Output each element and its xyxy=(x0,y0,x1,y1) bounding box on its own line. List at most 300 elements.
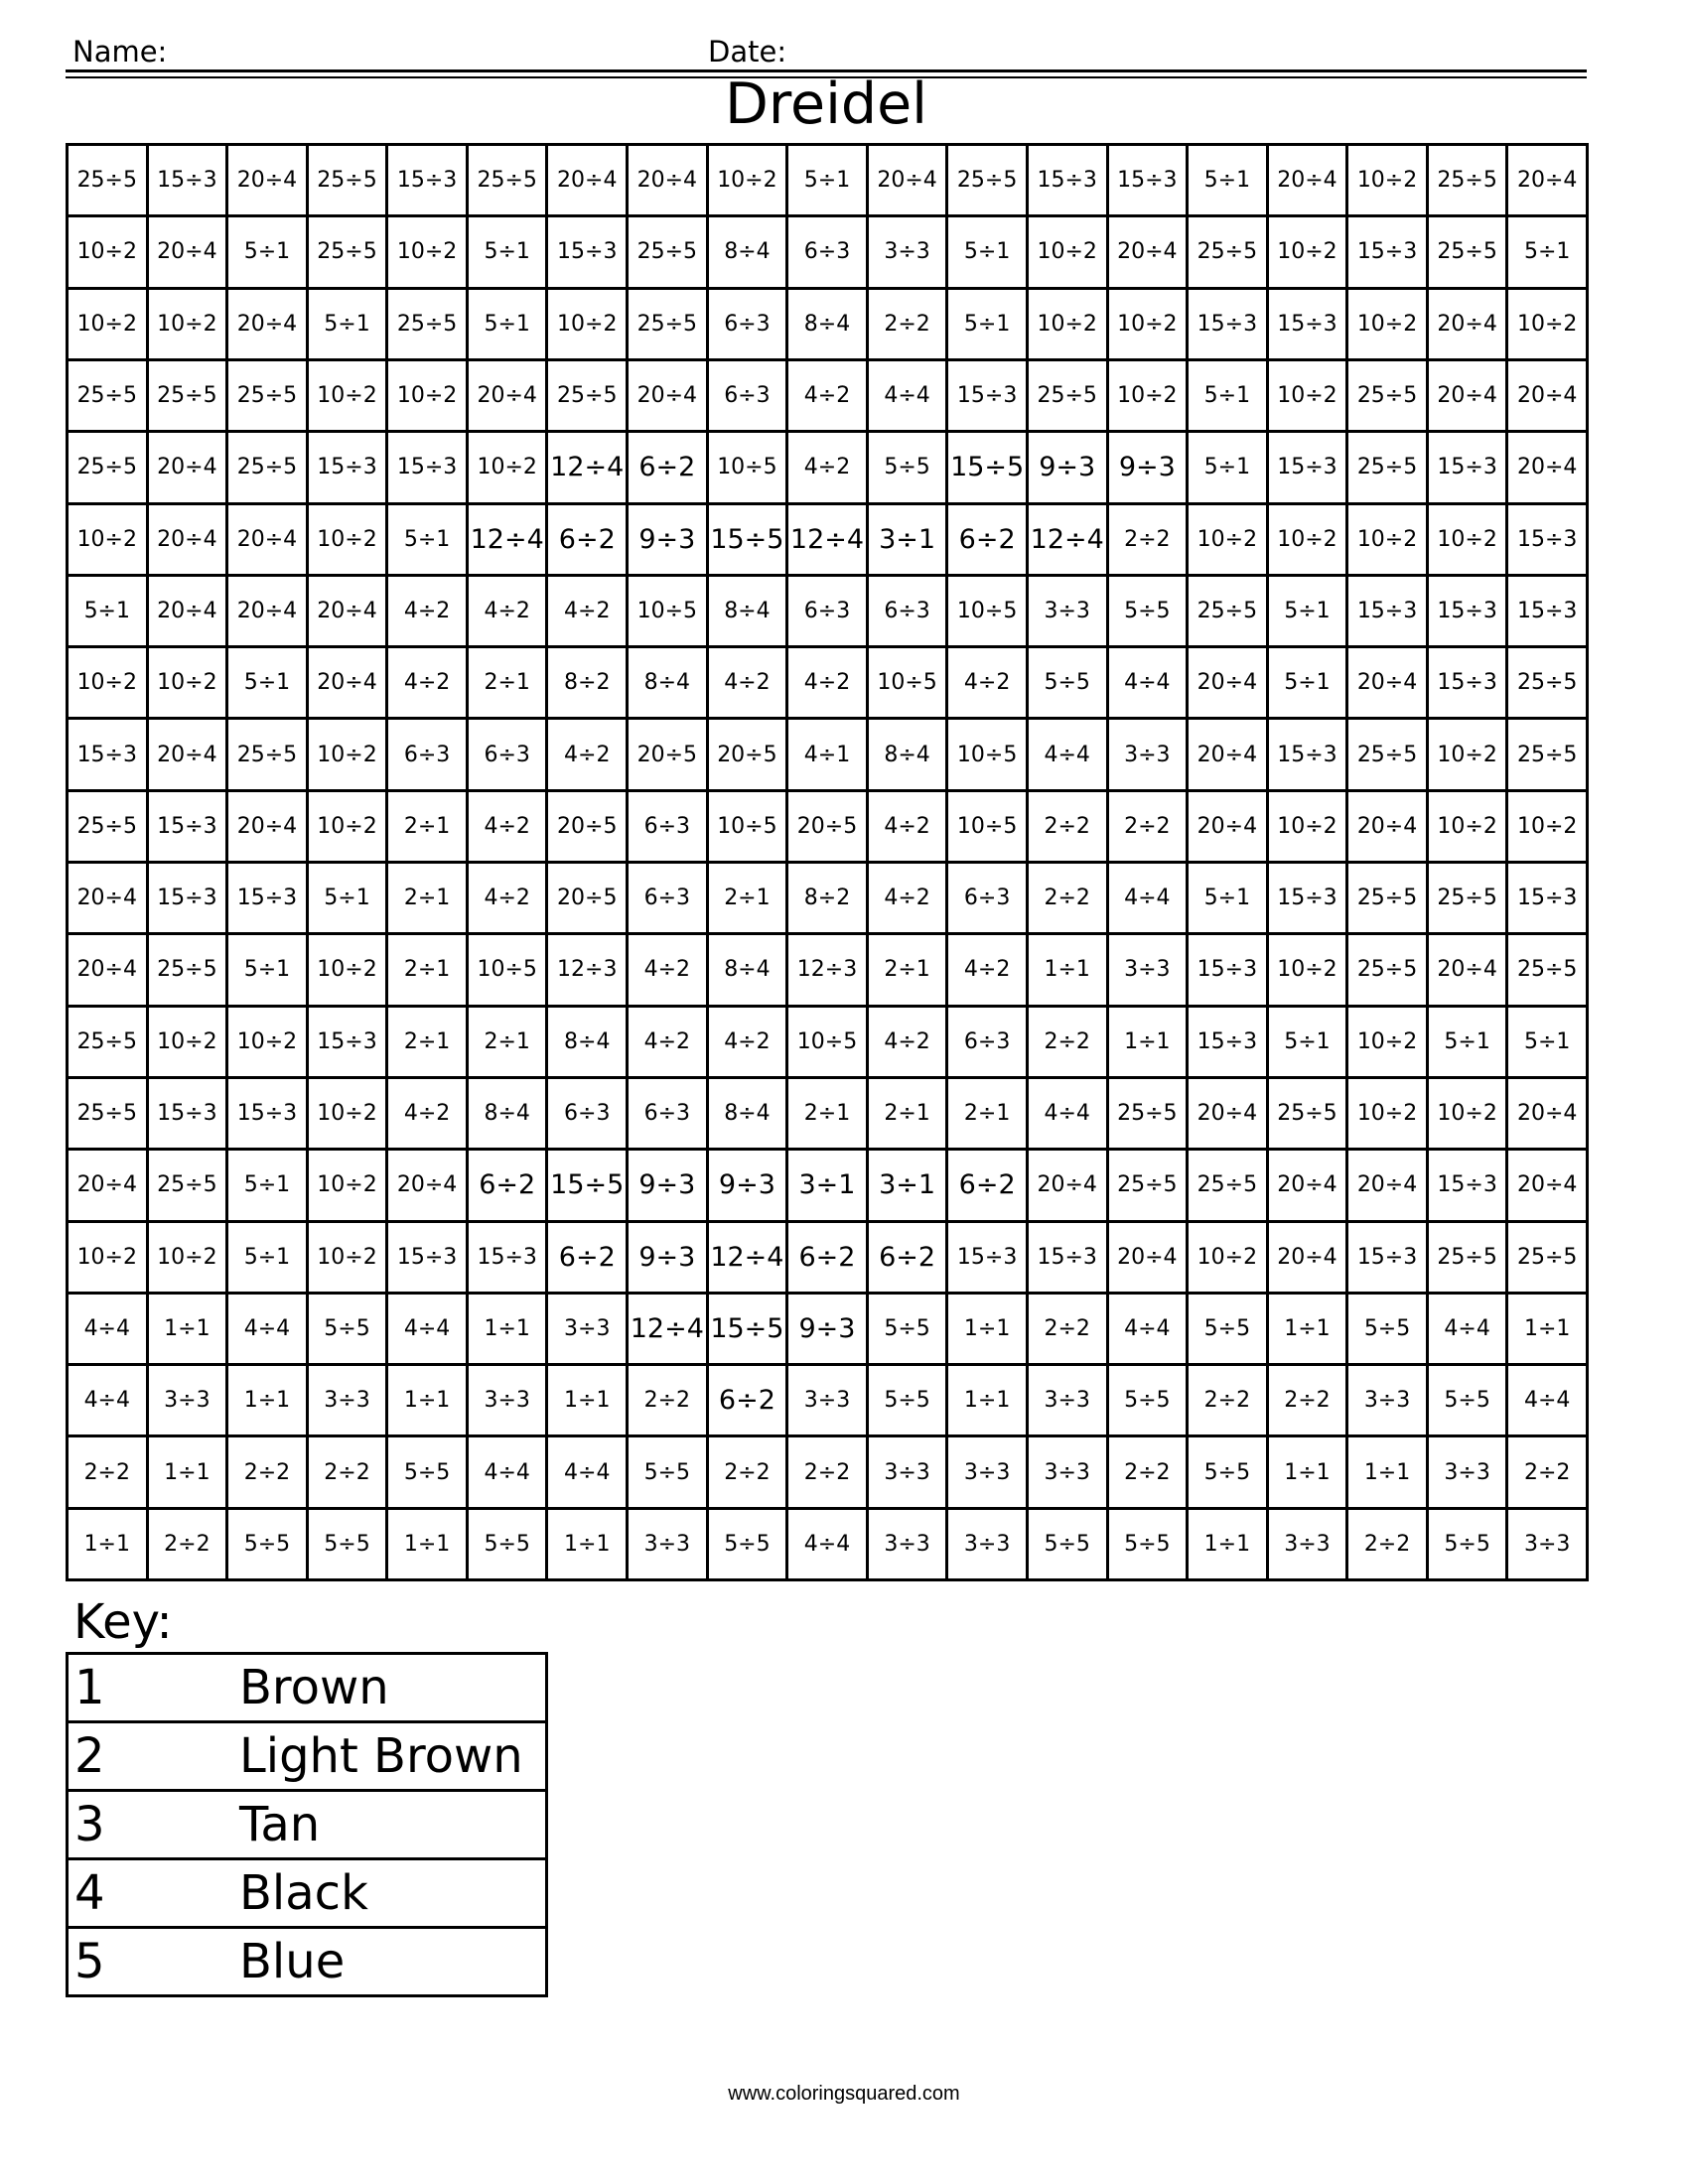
grid-cell: 5÷1 xyxy=(228,1223,309,1295)
grid-cell: 15÷3 xyxy=(1269,864,1349,935)
grid-cell: 2÷2 xyxy=(1189,1366,1269,1437)
grid-cell: 5÷1 xyxy=(228,217,309,289)
grid-cell: 12÷4 xyxy=(548,433,629,504)
grid-cell: 4÷2 xyxy=(388,648,469,720)
grid-cell: 15÷5 xyxy=(948,433,1029,504)
key-number: 2 xyxy=(68,1722,240,1791)
grid-cell: 8÷4 xyxy=(709,577,789,648)
grid-cell: 12÷4 xyxy=(469,505,549,577)
grid-cell: 15÷3 xyxy=(1189,1008,1269,1079)
grid-cell: 5÷5 xyxy=(869,433,949,504)
grid-cell: 4÷2 xyxy=(788,648,869,720)
grid-cell: 15÷3 xyxy=(1269,720,1349,791)
grid-cell: 3÷3 xyxy=(788,1366,869,1437)
grid-cell: 10÷2 xyxy=(1429,1079,1509,1151)
key-number: 4 xyxy=(68,1859,240,1928)
grid-cell: 15÷3 xyxy=(309,433,389,504)
grid-cell: 4÷4 xyxy=(69,1295,149,1366)
grid-cell: 2÷2 xyxy=(1109,1437,1190,1509)
grid-cell: 20÷4 xyxy=(1189,1079,1269,1151)
grid-cell: 4÷4 xyxy=(1109,1295,1190,1366)
grid-cell: 5÷5 xyxy=(709,1510,789,1581)
grid-cell: 5÷1 xyxy=(948,217,1029,289)
grid-cell: 10÷2 xyxy=(1269,217,1349,289)
grid-cell: 4÷4 xyxy=(1109,864,1190,935)
grid-cell: 4÷2 xyxy=(548,720,629,791)
grid-cell: 15÷3 xyxy=(149,792,229,864)
grid-cell: 9÷3 xyxy=(629,505,709,577)
grid-cell: 5÷1 xyxy=(1189,146,1269,217)
grid-cell: 25÷5 xyxy=(1189,577,1269,648)
grid-cell: 10÷2 xyxy=(1189,505,1269,577)
grid-cell: 4÷2 xyxy=(469,792,549,864)
grid-cell: 10÷2 xyxy=(548,290,629,361)
grid-cell: 20÷4 xyxy=(1348,648,1429,720)
grid-cell: 20÷4 xyxy=(228,505,309,577)
grid-cell: 10÷2 xyxy=(469,433,549,504)
grid-cell: 10÷5 xyxy=(948,720,1029,791)
key-row xyxy=(68,1654,547,1722)
grid-cell: 3÷3 xyxy=(149,1366,229,1437)
grid-cell: 25÷5 xyxy=(149,935,229,1007)
grid-cell: 20÷4 xyxy=(69,1151,149,1222)
grid-cell: 4÷2 xyxy=(948,935,1029,1007)
grid-cell: 2÷1 xyxy=(709,864,789,935)
grid-cell: 20÷4 xyxy=(1508,433,1589,504)
grid-cell: 5÷1 xyxy=(788,146,869,217)
grid-cell: 15÷3 xyxy=(1429,577,1509,648)
grid-cell: 3÷1 xyxy=(869,1151,949,1222)
grid-cell: 20÷4 xyxy=(1189,648,1269,720)
grid-cell: 6÷2 xyxy=(788,1223,869,1295)
grid-cell: 4÷2 xyxy=(869,864,949,935)
name-label: Name: xyxy=(72,35,168,68)
grid-cell: 25÷5 xyxy=(629,217,709,289)
grid-cell: 6÷3 xyxy=(629,792,709,864)
grid-cell: 10÷2 xyxy=(1269,361,1349,433)
grid-cell: 4÷2 xyxy=(869,792,949,864)
grid-cell: 10÷5 xyxy=(948,792,1029,864)
grid-cell: 5÷1 xyxy=(388,505,469,577)
grid-cell: 15÷3 xyxy=(1508,864,1589,935)
grid-cell: 4÷4 xyxy=(69,1366,149,1437)
grid-cell: 4÷2 xyxy=(629,1008,709,1079)
grid-cell: 10÷5 xyxy=(709,433,789,504)
grid-cell: 4÷2 xyxy=(709,1008,789,1079)
grid-cell: 10÷2 xyxy=(149,1223,229,1295)
grid-cell: 5÷1 xyxy=(1508,217,1589,289)
grid-cell: 3÷3 xyxy=(469,1366,549,1437)
grid-cell: 4÷2 xyxy=(788,433,869,504)
grid-cell: 6÷3 xyxy=(388,720,469,791)
grid-cell: 5÷5 xyxy=(869,1295,949,1366)
grid-cell: 10÷2 xyxy=(309,1223,389,1295)
grid-cell: 15÷5 xyxy=(548,1151,629,1222)
grid-cell: 4÷2 xyxy=(548,577,629,648)
grid-cell: 10÷2 xyxy=(1348,1008,1429,1079)
grid-cell: 5÷5 xyxy=(1109,577,1190,648)
grid-cell: 1÷1 xyxy=(1348,1437,1429,1509)
grid-cell: 1÷1 xyxy=(548,1366,629,1437)
grid-cell: 10÷5 xyxy=(709,792,789,864)
grid-cell: 10÷2 xyxy=(1109,290,1190,361)
grid-cell: 25÷5 xyxy=(69,1008,149,1079)
grid-cell: 10÷2 xyxy=(69,217,149,289)
grid-cell: 10÷5 xyxy=(869,648,949,720)
grid-cell: 3÷3 xyxy=(1508,1510,1589,1581)
grid-cell: 1÷1 xyxy=(69,1510,149,1581)
grid-cell: 5÷1 xyxy=(1269,1008,1349,1079)
grid-cell: 10÷2 xyxy=(1348,505,1429,577)
grid-cell: 15÷3 xyxy=(1348,217,1429,289)
grid-cell: 25÷5 xyxy=(388,290,469,361)
grid-cell: 10÷2 xyxy=(309,720,389,791)
date-label: Date: xyxy=(708,35,787,68)
grid-cell: 15÷5 xyxy=(709,505,789,577)
grid-cell: 3÷3 xyxy=(869,1437,949,1509)
grid-cell: 20÷4 xyxy=(228,290,309,361)
grid-cell: 20÷4 xyxy=(228,792,309,864)
key-row xyxy=(68,1722,547,1791)
grid-cell: 6÷3 xyxy=(629,1079,709,1151)
grid-cell: 6÷3 xyxy=(788,577,869,648)
grid-cell: 4÷2 xyxy=(469,864,549,935)
grid-cell: 5÷1 xyxy=(1189,433,1269,504)
grid-cell: 9÷3 xyxy=(788,1295,869,1366)
grid-cell: 20÷5 xyxy=(548,792,629,864)
key-label: Key: xyxy=(73,1594,173,1650)
grid-cell: 1÷1 xyxy=(1189,1510,1269,1581)
grid-cell: 5÷1 xyxy=(309,864,389,935)
grid-cell: 10÷2 xyxy=(149,648,229,720)
grid-cell: 25÷5 xyxy=(1189,217,1269,289)
grid-cell: 8÷4 xyxy=(548,1008,629,1079)
grid-cell: 5÷1 xyxy=(469,290,549,361)
grid-cell: 2÷2 xyxy=(629,1366,709,1437)
grid-cell: 2÷1 xyxy=(788,1079,869,1151)
grid-cell: 2÷2 xyxy=(1029,864,1109,935)
grid-cell: 4÷2 xyxy=(388,577,469,648)
grid-cell: 10÷2 xyxy=(69,1223,149,1295)
grid-cell: 2÷1 xyxy=(469,1008,549,1079)
grid-cell: 5÷1 xyxy=(69,577,149,648)
grid-cell: 20÷5 xyxy=(788,792,869,864)
grid-cell: 20÷4 xyxy=(1269,146,1349,217)
grid-cell: 2÷2 xyxy=(1109,505,1190,577)
grid-cell: 3÷3 xyxy=(1429,1437,1509,1509)
grid-cell: 25÷5 xyxy=(1429,217,1509,289)
grid-cell: 25÷5 xyxy=(1508,935,1589,1007)
grid-cell: 25÷5 xyxy=(228,433,309,504)
grid-cell: 15÷3 xyxy=(228,864,309,935)
grid-cell: 3÷3 xyxy=(869,217,949,289)
grid-cell: 20÷4 xyxy=(869,146,949,217)
grid-cell: 20÷4 xyxy=(1348,792,1429,864)
grid-cell: 5÷5 xyxy=(1109,1366,1190,1437)
grid-cell: 20÷4 xyxy=(1109,217,1190,289)
grid-cell: 2÷2 xyxy=(1029,1295,1109,1366)
grid-cell: 5÷1 xyxy=(309,290,389,361)
grid-cell: 5÷1 xyxy=(1269,577,1349,648)
grid-cell: 25÷5 xyxy=(1508,720,1589,791)
grid-cell: 15÷3 xyxy=(1508,577,1589,648)
grid-cell: 15÷3 xyxy=(1429,1151,1509,1222)
grid-cell: 25÷5 xyxy=(1109,1151,1190,1222)
grid-cell: 20÷4 xyxy=(1189,720,1269,791)
key-color-name: Black xyxy=(239,1859,547,1928)
grid-cell: 15÷3 xyxy=(1109,146,1190,217)
grid-cell: 8÷4 xyxy=(709,217,789,289)
grid-cell: 20÷5 xyxy=(548,864,629,935)
grid-cell: 10÷2 xyxy=(228,1008,309,1079)
grid-cell: 5÷5 xyxy=(469,1510,549,1581)
grid-cell: 9÷3 xyxy=(629,1151,709,1222)
grid-cell: 20÷5 xyxy=(629,720,709,791)
grid-cell: 10÷2 xyxy=(309,935,389,1007)
grid-cell: 5÷1 xyxy=(228,1151,309,1222)
grid-cell: 25÷5 xyxy=(1348,720,1429,791)
grid-cell: 25÷5 xyxy=(469,146,549,217)
grid-cell: 2÷1 xyxy=(388,864,469,935)
grid-cell: 2÷1 xyxy=(869,1079,949,1151)
grid-cell: 10÷5 xyxy=(788,1008,869,1079)
grid-cell: 3÷3 xyxy=(1029,1437,1109,1509)
grid-cell: 10÷2 xyxy=(1508,290,1589,361)
grid-cell: 1÷1 xyxy=(1508,1295,1589,1366)
grid-cell: 2÷2 xyxy=(709,1437,789,1509)
grid-cell: 2÷1 xyxy=(388,935,469,1007)
grid-cell: 5÷5 xyxy=(1109,1510,1190,1581)
grid-cell: 3÷3 xyxy=(309,1366,389,1437)
grid-cell: 1÷1 xyxy=(1029,935,1109,1007)
grid-cell: 4÷4 xyxy=(1029,720,1109,791)
grid-cell: 15÷3 xyxy=(1508,505,1589,577)
grid-cell: 25÷5 xyxy=(1348,361,1429,433)
grid-cell: 10÷2 xyxy=(1269,505,1349,577)
grid-cell: 4÷4 xyxy=(548,1437,629,1509)
grid-cell: 9÷3 xyxy=(1029,433,1109,504)
grid-cell: 25÷5 xyxy=(629,290,709,361)
grid-cell: 6÷2 xyxy=(548,505,629,577)
grid-cell: 20÷4 xyxy=(1508,146,1589,217)
grid-cell: 20÷4 xyxy=(228,146,309,217)
grid-cell: 4÷4 xyxy=(788,1510,869,1581)
grid-cell: 25÷5 xyxy=(1269,1079,1349,1151)
grid-cell: 5÷5 xyxy=(309,1510,389,1581)
grid-cell: 10÷2 xyxy=(309,361,389,433)
footer-url: www.coloringsquared.com xyxy=(728,2083,960,2105)
grid-cell: 4÷4 xyxy=(1508,1366,1589,1437)
grid-cell: 25÷5 xyxy=(548,361,629,433)
grid-cell: 5÷5 xyxy=(228,1510,309,1581)
grid-cell: 3÷3 xyxy=(548,1295,629,1366)
grid-cell: 2÷2 xyxy=(309,1437,389,1509)
grid-cell: 1÷1 xyxy=(469,1295,549,1366)
grid-cell: 4÷2 xyxy=(469,577,549,648)
grid-cell: 10÷2 xyxy=(1348,146,1429,217)
grid-cell: 25÷5 xyxy=(1109,1079,1190,1151)
grid-cell: 4÷4 xyxy=(1029,1079,1109,1151)
grid-cell: 9÷3 xyxy=(629,1223,709,1295)
grid-cell: 20÷4 xyxy=(1429,361,1509,433)
grid-cell: 15÷3 xyxy=(469,1223,549,1295)
grid-cell: 15÷3 xyxy=(1269,290,1349,361)
grid-cell: 6÷2 xyxy=(548,1223,629,1295)
grid-cell: 25÷5 xyxy=(1189,1151,1269,1222)
grid-cell: 1÷1 xyxy=(149,1295,229,1366)
grid-cell: 4÷4 xyxy=(1429,1295,1509,1366)
grid-cell: 20÷4 xyxy=(1189,792,1269,864)
key-number: 3 xyxy=(68,1791,240,1859)
grid-cell: 3÷3 xyxy=(948,1437,1029,1509)
grid-cell: 4÷2 xyxy=(629,935,709,1007)
grid-cell: 25÷5 xyxy=(309,146,389,217)
key-color-name: Light Brown xyxy=(239,1722,547,1791)
grid-cell: 25÷5 xyxy=(228,720,309,791)
grid-cell: 4÷2 xyxy=(709,648,789,720)
grid-cell: 20÷4 xyxy=(149,720,229,791)
grid-cell: 25÷5 xyxy=(309,217,389,289)
grid-cell: 2÷2 xyxy=(1348,1510,1429,1581)
grid-cell: 5÷1 xyxy=(1429,1008,1509,1079)
grid-cell: 15÷3 xyxy=(1189,935,1269,1007)
grid-cell: 25÷5 xyxy=(1508,1223,1589,1295)
grid-cell: 8÷4 xyxy=(709,1079,789,1151)
grid-cell: 20÷4 xyxy=(469,361,549,433)
grid-cell: 15÷3 xyxy=(1348,1223,1429,1295)
grid-cell: 5÷1 xyxy=(1189,361,1269,433)
grid-cell: 20÷4 xyxy=(1269,1223,1349,1295)
grid-cell: 6÷3 xyxy=(788,217,869,289)
grid-cell: 10÷2 xyxy=(1348,1079,1429,1151)
grid-cell: 20÷4 xyxy=(1508,1079,1589,1151)
grid-cell: 6÷2 xyxy=(709,1366,789,1437)
key-color-name: Blue xyxy=(239,1928,547,1996)
grid-cell: 1÷1 xyxy=(388,1366,469,1437)
grid-cell: 15÷3 xyxy=(388,146,469,217)
grid-cell: 10÷5 xyxy=(629,577,709,648)
grid-cell: 10÷2 xyxy=(388,361,469,433)
grid-cell: 10÷2 xyxy=(149,290,229,361)
grid-cell: 20÷4 xyxy=(1269,1151,1349,1222)
grid-cell: 15÷3 xyxy=(149,864,229,935)
grid-cell: 5÷5 xyxy=(629,1437,709,1509)
grid-cell: 15÷3 xyxy=(149,1079,229,1151)
key-row xyxy=(68,1791,547,1859)
grid-cell: 20÷4 xyxy=(1029,1151,1109,1222)
grid-cell: 3÷3 xyxy=(1269,1510,1349,1581)
grid-cell: 25÷5 xyxy=(948,146,1029,217)
grid-cell: 20÷4 xyxy=(69,864,149,935)
grid-cell: 12÷4 xyxy=(1029,505,1109,577)
grid-cell: 20÷5 xyxy=(709,720,789,791)
grid-cell: 6÷3 xyxy=(869,577,949,648)
grid-cell: 6÷3 xyxy=(709,361,789,433)
grid-cell: 2÷1 xyxy=(869,935,949,1007)
grid-cell: 15÷3 xyxy=(948,1223,1029,1295)
grid-cell: 2÷2 xyxy=(228,1437,309,1509)
grid-cell: 6÷2 xyxy=(869,1223,949,1295)
grid-cell: 2÷2 xyxy=(69,1437,149,1509)
grid-cell: 2÷2 xyxy=(1269,1366,1349,1437)
grid-cell: 8÷2 xyxy=(548,648,629,720)
grid-cell: 2÷2 xyxy=(1029,1008,1109,1079)
grid-cell: 15÷3 xyxy=(548,217,629,289)
grid-cell: 5÷5 xyxy=(309,1295,389,1366)
grid-cell: 10÷2 xyxy=(1348,290,1429,361)
grid-cell: 12÷4 xyxy=(788,505,869,577)
grid-cell: 15÷3 xyxy=(1429,648,1509,720)
grid-cell: 15÷3 xyxy=(149,146,229,217)
grid-cell: 12÷3 xyxy=(548,935,629,1007)
grid-cell: 20÷4 xyxy=(388,1151,469,1222)
grid-cell: 2÷2 xyxy=(1029,792,1109,864)
grid-cell: 12÷4 xyxy=(629,1295,709,1366)
grid-cell: 3÷3 xyxy=(948,1510,1029,1581)
grid-cell: 3÷3 xyxy=(1348,1366,1429,1437)
grid-cell: 10÷5 xyxy=(469,935,549,1007)
grid-cell: 25÷5 xyxy=(1429,146,1509,217)
puzzle-grid xyxy=(66,143,1589,1581)
grid-cell: 20÷4 xyxy=(149,433,229,504)
grid-cell: 1÷1 xyxy=(1109,1008,1190,1079)
grid-cell: 15÷3 xyxy=(948,361,1029,433)
grid-cell: 5÷5 xyxy=(388,1437,469,1509)
key-row xyxy=(68,1928,547,1996)
grid-cell: 25÷5 xyxy=(1348,433,1429,504)
grid-cell: 20÷4 xyxy=(548,146,629,217)
grid-cell: 9÷3 xyxy=(1109,433,1190,504)
grid-cell: 2÷2 xyxy=(788,1437,869,1509)
grid-cell: 4÷4 xyxy=(228,1295,309,1366)
grid-cell: 4÷2 xyxy=(388,1079,469,1151)
grid-cell: 4÷2 xyxy=(948,648,1029,720)
grid-cell: 15÷3 xyxy=(1348,577,1429,648)
key-number: 5 xyxy=(68,1928,240,1996)
grid-cell: 8÷4 xyxy=(709,935,789,1007)
grid-cell: 25÷5 xyxy=(1508,648,1589,720)
grid-cell: 5÷5 xyxy=(1029,648,1109,720)
grid-cell: 15÷3 xyxy=(1269,433,1349,504)
key-number: 1 xyxy=(68,1654,240,1722)
grid-cell: 10÷2 xyxy=(69,648,149,720)
grid-cell: 20÷4 xyxy=(228,577,309,648)
grid-cell: 15÷3 xyxy=(1429,433,1509,504)
grid-cell: 5÷1 xyxy=(1508,1008,1589,1079)
grid-cell: 20÷4 xyxy=(309,648,389,720)
grid-cell: 15÷3 xyxy=(69,720,149,791)
grid-cell: 25÷5 xyxy=(1429,864,1509,935)
grid-cell: 10÷2 xyxy=(69,505,149,577)
grid-cell: 10÷2 xyxy=(709,146,789,217)
grid-cell: 10÷2 xyxy=(69,290,149,361)
header xyxy=(66,28,1587,69)
grid-cell: 20÷4 xyxy=(629,146,709,217)
grid-cell: 5÷1 xyxy=(228,648,309,720)
grid-cell: 10÷2 xyxy=(1508,792,1589,864)
grid-cell: 6÷3 xyxy=(709,290,789,361)
grid-cell: 25÷5 xyxy=(149,1151,229,1222)
grid-cell: 20÷4 xyxy=(309,577,389,648)
grid-cell: 25÷5 xyxy=(1429,1223,1509,1295)
grid-cell: 4÷4 xyxy=(388,1295,469,1366)
grid-cell: 25÷5 xyxy=(69,361,149,433)
grid-cell: 5÷5 xyxy=(869,1366,949,1437)
grid-cell: 12÷3 xyxy=(788,935,869,1007)
grid-cell: 10÷2 xyxy=(309,1079,389,1151)
grid-cell: 3÷3 xyxy=(629,1510,709,1581)
grid-cell: 6÷2 xyxy=(469,1151,549,1222)
